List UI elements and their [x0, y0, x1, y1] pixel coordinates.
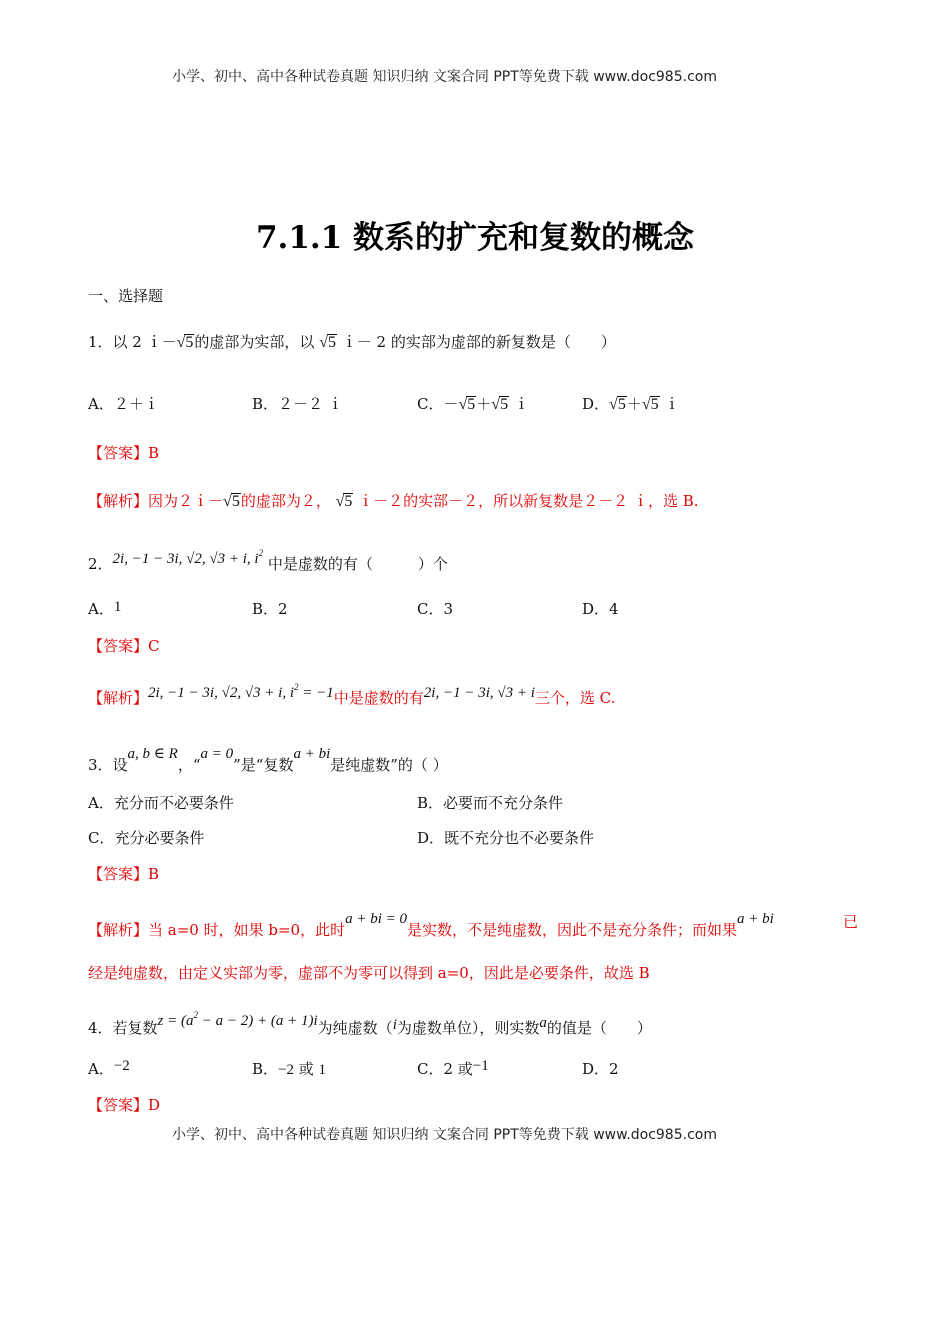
- section-heading: 一、选择题: [88, 287, 164, 305]
- q1-option-a: A．２＋ｉ: [88, 395, 159, 413]
- q4-answer: 【答案】D: [88, 1096, 161, 1114]
- q2-answer: 【答案】C: [88, 637, 160, 655]
- q4-option-c: C．2 或−1: [417, 1058, 489, 1078]
- question-1: 1．以 2 ｉ－√5的虚部为实部，以 √5 ｉ－ 2 的实部为虚部的新复数是（ ）: [88, 333, 616, 351]
- q1-answer: 【答案】B: [88, 444, 160, 462]
- q3-option-d: D．既不充分也不必要条件: [417, 829, 595, 847]
- q2-analysis: 【解析】2i, −1 − 3i, √2, √3 + i, $i^2 = -1$中是虚数的有2i, −1 − 3i, √3 + i三个，选 C.: [88, 682, 616, 707]
- sqrt-symbol: √5: [176, 334, 194, 351]
- q4-option-b: B．−2 或 1: [252, 1060, 327, 1078]
- q2-option-d: D．4: [582, 600, 619, 618]
- q3-analysis: 【解析】当 a=0 时，如果 b=0，此时a + bi = 0是实数，不是纯虚数，因此不是充分条件；而如果a + bi: [88, 911, 774, 939]
- q3-option-a: A．充分而不必要条件: [88, 794, 234, 812]
- sqrt-symbol: √5: [335, 493, 353, 510]
- q1-option-c: C．－√5＋√5 ｉ: [417, 395, 529, 413]
- page-header: 小学、初中、高中各种试卷真题 知识归纳 文案合同 PPT等免费下载 www.doc985.com: [172, 69, 717, 85]
- q2-number-set: 2i, −1 − 3i, √2, √3 + i, $i^2$: [112, 548, 264, 567]
- page-title: 7.1.1 数系的扩充和复数的概念: [255, 220, 695, 256]
- q4-option-a: A．−2: [88, 1058, 130, 1078]
- q4-option-d: D．2: [582, 1060, 619, 1078]
- q1-option-d: D．√5＋√5 ｉ: [582, 395, 680, 413]
- q1-option-b: B．２－２ ｉ: [252, 395, 343, 413]
- sqrt-symbol: √5: [319, 334, 336, 351]
- q3-answer: 【答案】B: [88, 865, 160, 883]
- page-footer: 小学、初中、高中各种试卷真题 知识归纳 文案合同 PPT等免费下载 www.doc985.com: [172, 1127, 717, 1143]
- sqrt-symbol: √5: [458, 396, 476, 413]
- q3-option-b: B．必要而不充分条件: [417, 794, 564, 812]
- q3-analysis-end: 已: [843, 913, 859, 931]
- sqrt-symbol: √5: [223, 493, 240, 510]
- sqrt-symbol: √5: [609, 396, 626, 413]
- sqrt-symbol: √5: [641, 396, 659, 413]
- question-3: 3．设a, b ∈ R，“a = 0”是“复数a + bi是纯虚数”的（ ）: [88, 746, 448, 774]
- question-2: 2．2i, −1 − 3i, √2, √3 + i, $i^2$ 中是虚数的有（ ）个: [88, 548, 448, 573]
- q1-analysis: 【解析】因为２ｉ－√5的虚部为２， √5 ｉ－２的实部－２，所以新复数是２－２ ｉ，选 B.: [88, 492, 699, 510]
- q3-option-c: C．充分必要条件: [88, 829, 205, 847]
- q2-option-b: B．2: [252, 600, 288, 618]
- question-4: 4．若复数$z = (a^2 - a - 2) + (a + 1)i$为纯虚数（i为虚数单位），则实数a的值是（ ）: [88, 1010, 652, 1037]
- sqrt-symbol: √5: [491, 396, 509, 413]
- q4-expression: $z = (a^2 - a - 2) + (a + 1)i$: [157, 1010, 318, 1029]
- q2-option-c: C．3: [417, 600, 454, 618]
- q3-analysis-line2: 经是纯虚数，由定义实部为零，虚部不为零可以得到 a=0，因此是必要条件，故选 B: [88, 964, 650, 982]
- q2-option-a: A．1: [88, 599, 122, 618]
